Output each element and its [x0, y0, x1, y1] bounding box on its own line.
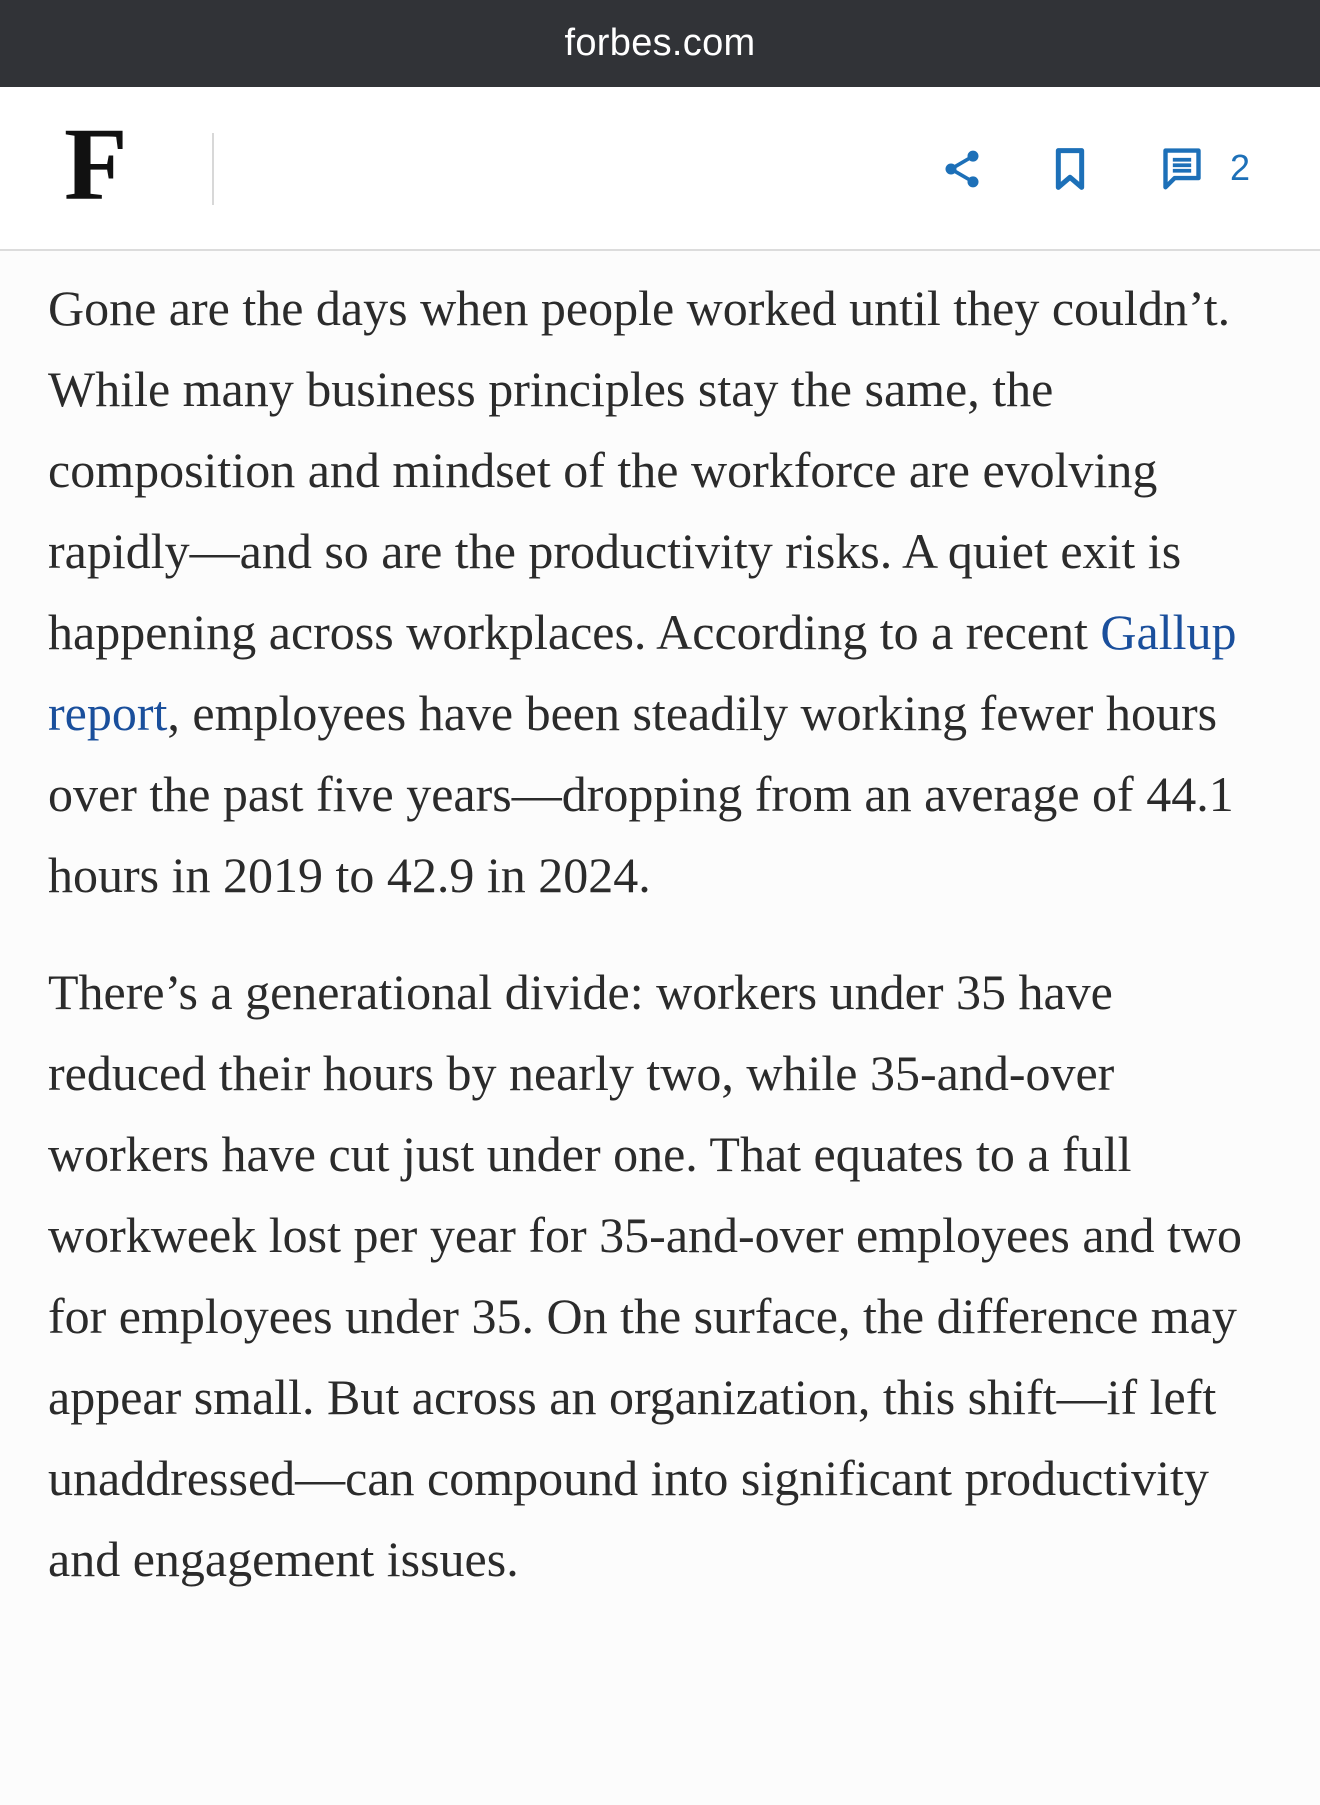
bookmark-icon — [1050, 147, 1090, 191]
gallup-report-link[interactable]: Gallup report — [48, 604, 1237, 741]
site-header — [0, 87, 1320, 251]
forbes-logo[interactable]: F — [64, 107, 128, 222]
share-icon — [940, 147, 984, 191]
paragraph-text: , employees have been steadily working fewer hours over the past five years—dropping from an average of 44.1 hours in 2019 to 42.9 in 2024. — [48, 685, 1234, 903]
header-divider — [212, 133, 214, 205]
comment-count: 2 — [1230, 147, 1251, 188]
comment-icon — [1160, 145, 1204, 191]
article-paragraph — [48, 251, 1272, 916]
paragraph-text: Gone are the days when people worked until they couldn’t. While many business principles stay the same, the composition and mindset of the workforce are evolving rapidly—and so are the productivity risks. A quiet exit is happening across workplaces. According to a recent — [48, 280, 1231, 660]
comments-button[interactable] — [1160, 145, 1250, 191]
browser-url-bar[interactable] — [0, 0, 1320, 87]
article-paragraph: There’s a generational divide: workers under 35 have reduced their hours by nearly two, while 35-and-over workers have cut just under one. That equates to a full workweek lost per year for 35-and-over employees and two for employees under 35. On the surface, the difference may appear small. But across an organization, this shift—if left unaddressed—can compound into significant productivity and engagement issues. — [48, 964, 1243, 1587]
share-button[interactable] — [940, 147, 984, 196]
url-text: forbes.com — [564, 22, 756, 64]
article-body — [0, 251, 1320, 1600]
bookmark-button[interactable] — [1050, 147, 1090, 196]
